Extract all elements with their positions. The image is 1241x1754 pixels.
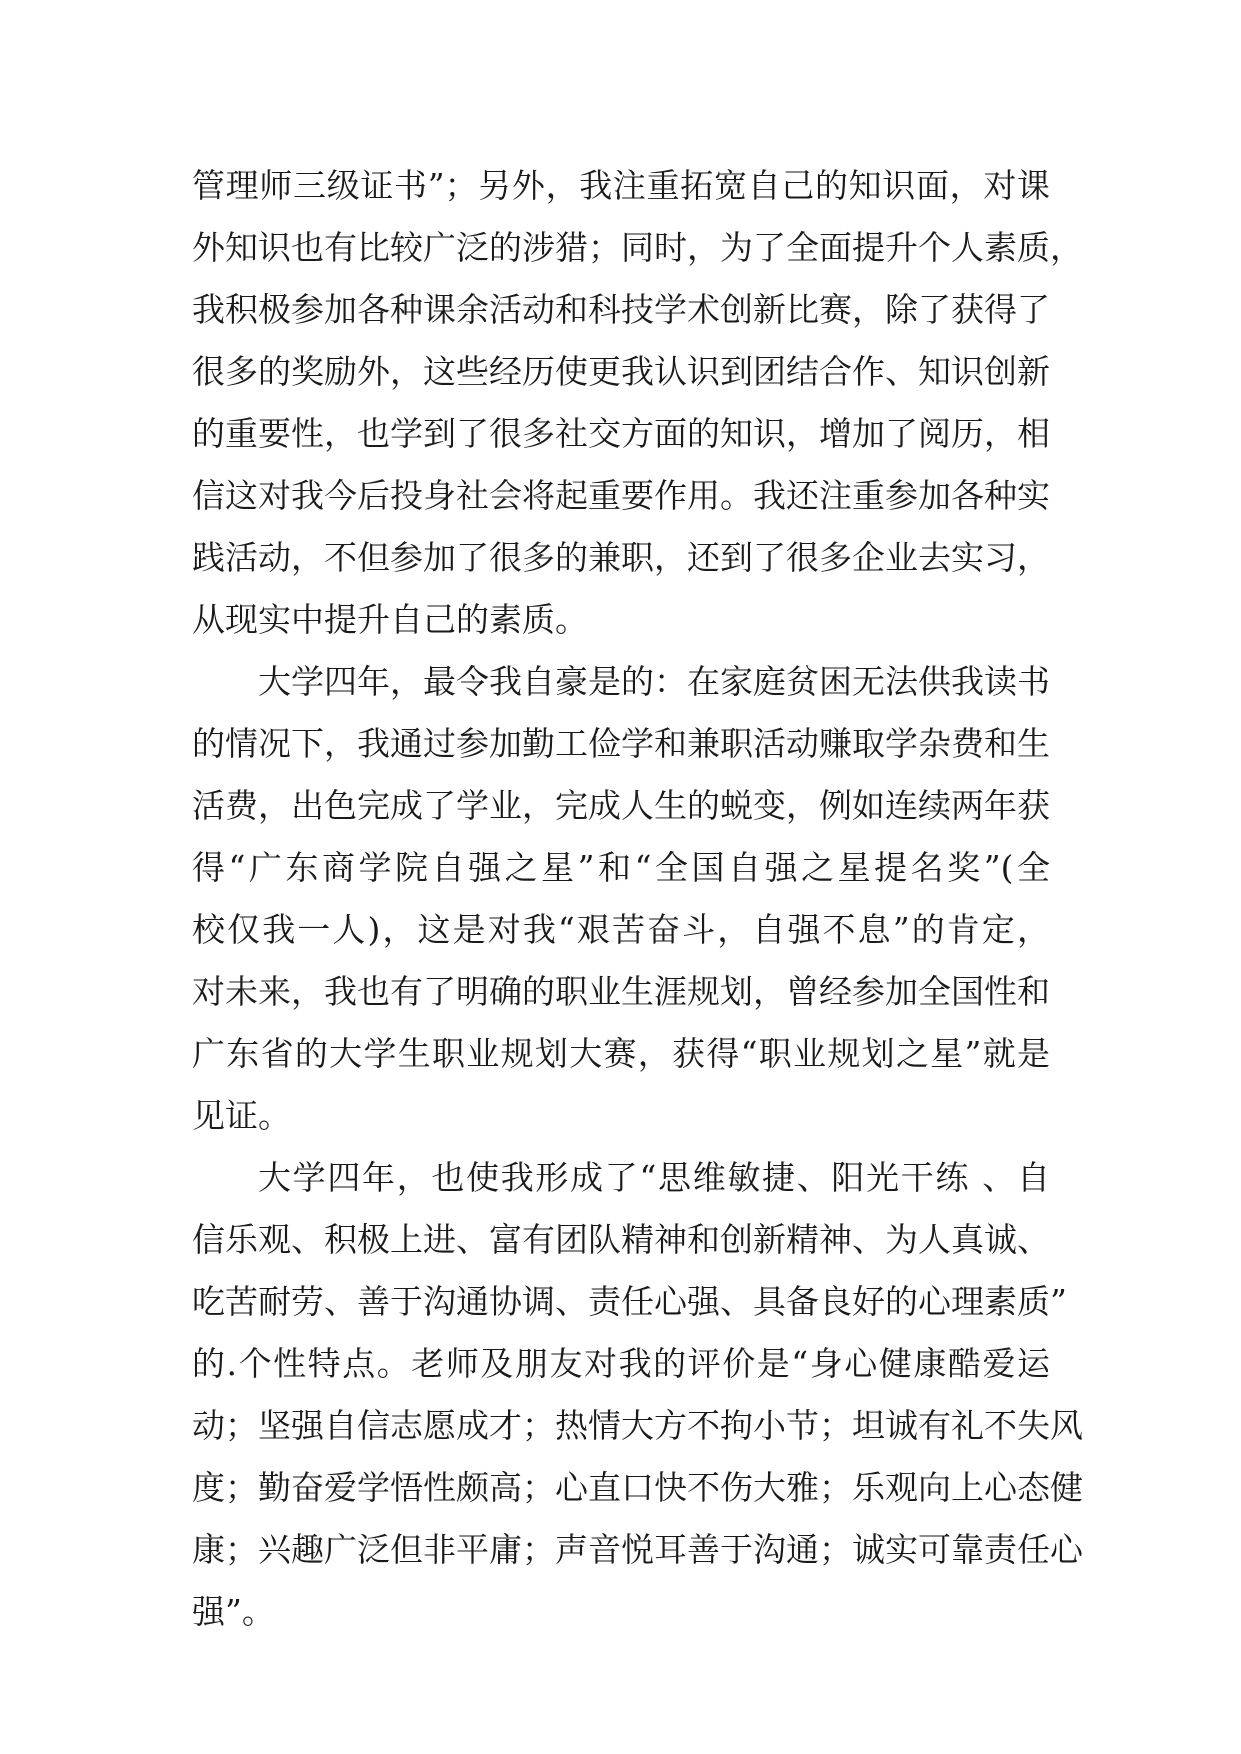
text-line: 我积极参加各种课余活动和科技学术创新比赛，除了获得了 — [192, 290, 1050, 329]
text-line: 的重要性，也学到了很多社交方面的知识，增加了阅历，相 — [192, 414, 1050, 453]
text-line: 得“广东商学院自强之星”和“全国自强之星提名奖”(全 — [192, 848, 1050, 887]
paragraph-2 — [192, 651, 1050, 1147]
text-line: 活费，出色完成了学业，完成人生的蜕变，例如连续两年获 — [192, 786, 1050, 825]
text-line: 广东省的大学生职业规划大赛，获得“职业规划之星”就是 — [192, 1034, 1050, 1073]
paragraph-1 — [192, 155, 1083, 651]
text-line: 的.个性特点。老师及朋友对我的评价是“身心健康酷爱运 — [192, 1344, 1050, 1383]
text-line: 校仅我一人)，这是对我“艰苦奋斗，自强不息”的肯定， — [192, 910, 1050, 949]
text-line: 吃苦耐劳、善于沟通协调、责任心强、具备良好的心理素质” — [192, 1282, 1067, 1321]
text-line: 强”。 — [192, 1592, 275, 1631]
text-line: 从现实中提升自己的素质。 — [192, 600, 588, 639]
text-line: 度；勤奋爱学悟性颇高；心直口快不伤大雅；乐观向上心态健 — [192, 1468, 1083, 1507]
text-line: 很多的奖励外，这些经历使更我认识到团结合作、知识创新 — [192, 352, 1050, 391]
paragraph-3 — [192, 1147, 1083, 1643]
text-line: 的情况下，我通过参加勤工俭学和兼职活动赚取学杂费和生 — [192, 724, 1050, 763]
text-line: 大学四年，最令我自豪是的：在家庭贫困无法供我读书 — [258, 662, 1050, 701]
text-line: 管理师三级证书”；另外，我注重拓宽自己的知识面，对课 — [192, 166, 1050, 205]
text-line: 见证。 — [192, 1096, 291, 1135]
text-line: 信这对我今后投身社会将起重要作用。我还注重参加各种实 — [192, 476, 1050, 515]
text-line: 信乐观、积极上进、富有团队精神和创新精神、为人真诚、 — [192, 1220, 1050, 1259]
text-line: 动；坚强自信志愿成才；热情大方不拘小节；坦诚有礼不失风 — [192, 1406, 1083, 1445]
body-text — [192, 155, 1083, 1643]
text-line: 大学四年，也使我形成了“思维敏捷、阳光干练 、自 — [258, 1158, 1050, 1197]
text-line: 对未来，我也有了明确的职业生涯规划，曾经参加全国性和 — [192, 972, 1050, 1011]
text-line: 康；兴趣广泛但非平庸；声音悦耳善于沟通；诚实可靠责任心 — [192, 1530, 1083, 1569]
text-line: 践活动，不但参加了很多的兼职，还到了很多企业去实习， — [192, 538, 1050, 577]
text-line: 外知识也有比较广泛的涉猎；同时，为了全面提升个人素质， — [192, 228, 1083, 267]
